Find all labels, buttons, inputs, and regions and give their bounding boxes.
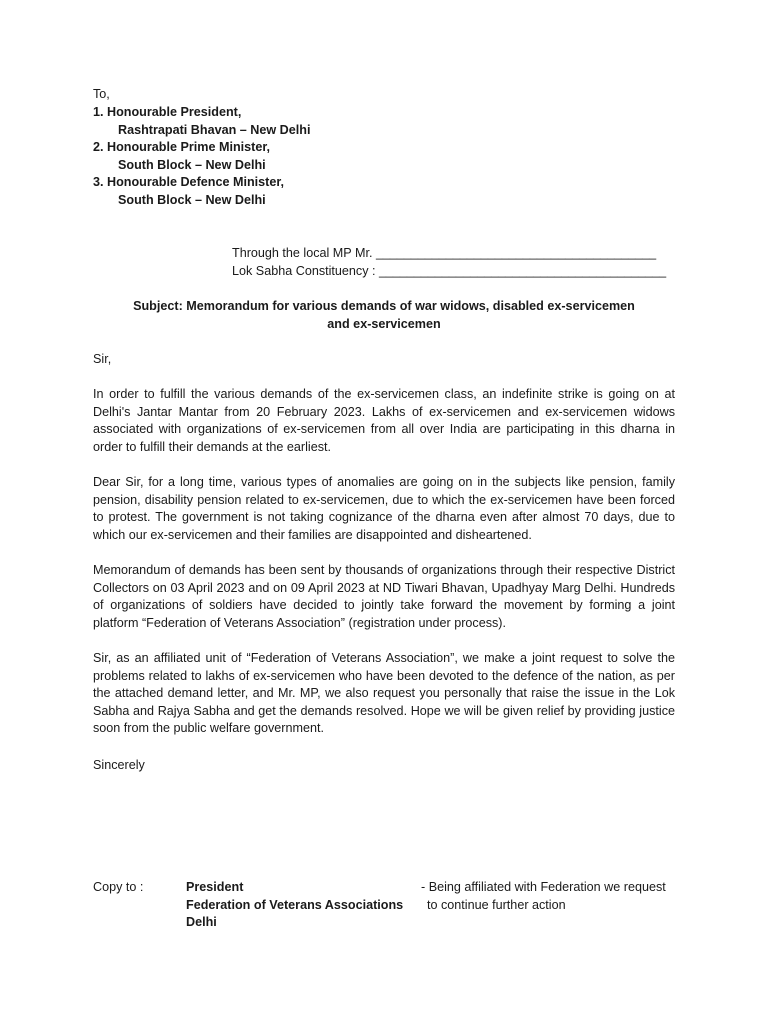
copy-to-note-line-2: to continue further action	[427, 898, 566, 912]
subject-line-1: Subject: Memorandum for various demands of war widows, disabled ex-servicemen	[133, 299, 635, 313]
recipient-3-address: South Block – New Delhi	[118, 193, 266, 207]
through-mp-line: Through the local MP Mr. ________________________________________	[232, 246, 657, 260]
copy-to-label: Copy to :	[93, 880, 144, 894]
subject-block	[93, 298, 675, 333]
copy-to-name-line-1: President	[186, 880, 244, 894]
recipient-3-title: 3. Honourable Defence Minister,	[93, 175, 285, 189]
subject-line-2: and ex-servicemen	[327, 316, 441, 331]
paragraph-4: Sir, as an affiliated unit of “Federation of Veterans Association”, we make a joint request to solve the problems related to lakhs of ex-servicemen who have been devoted to the defence of the nation, as per the attached demand letter, and Mr. MP, we also request you personally that raise the issue in the Lok Sabha and Rajya Sabha and get the demands resolved. Hope we will be given relief by providing justice soon from the public welfare government.	[93, 651, 675, 736]
copy-to-note-line-1: - Being affiliated with Federation we request	[421, 880, 666, 894]
to-salutation: To,	[93, 87, 110, 101]
recipient-1-title: 1. Honourable President,	[93, 105, 242, 119]
copy-to-name-line-2: Federation of Veterans Associations	[186, 898, 404, 912]
recipient-2-address: South Block – New Delhi	[118, 158, 266, 172]
constituency-line: Lok Sabha Constituency : _________________________________________	[232, 264, 667, 278]
greeting: Sir,	[93, 352, 112, 366]
paragraph-2: Dear Sir, for a long time, various types of anomalies are going on in the subjects like pension, family pension, disability pension related to ex-servicemen, due to which the ex-servicemen have been forced to protest. The government is not taking cognizance of the dharna even after almost 70 days, due to which our ex-servicemen and their families are disappointed and disheartened.	[93, 475, 675, 542]
copy-to-name-line-3: Delhi	[186, 915, 217, 929]
paragraph-1: In order to fulfill the various demands of the ex-servicemen class, an indefinite strike is going on at Delhi's Jantar Mantar from 20 February 2023. Lakhs of ex-servicemen and ex-servicemen widows associated with organizations of ex-servicemen from all over India are participating in this dharna in order to fulfill their demands at the earliest.	[93, 387, 675, 454]
recipient-2-title: 2. Honourable Prime Minister,	[93, 140, 271, 154]
recipient-1-address: Rashtrapati Bhavan – New Delhi	[118, 123, 311, 137]
closing: Sincerely	[93, 758, 145, 772]
paragraph-3: Memorandum of demands has been sent by thousands of organizations through their respective District Collectors on 03 April 2023 and on 09 April 2023 at ND Tiwari Bhavan, Upadhyay Marg Delhi. Hundreds of organizations of soldiers have decided to jointly take forward the movement by forming a joint platform “Federation of Veterans Association” (registration under process).	[93, 563, 675, 630]
